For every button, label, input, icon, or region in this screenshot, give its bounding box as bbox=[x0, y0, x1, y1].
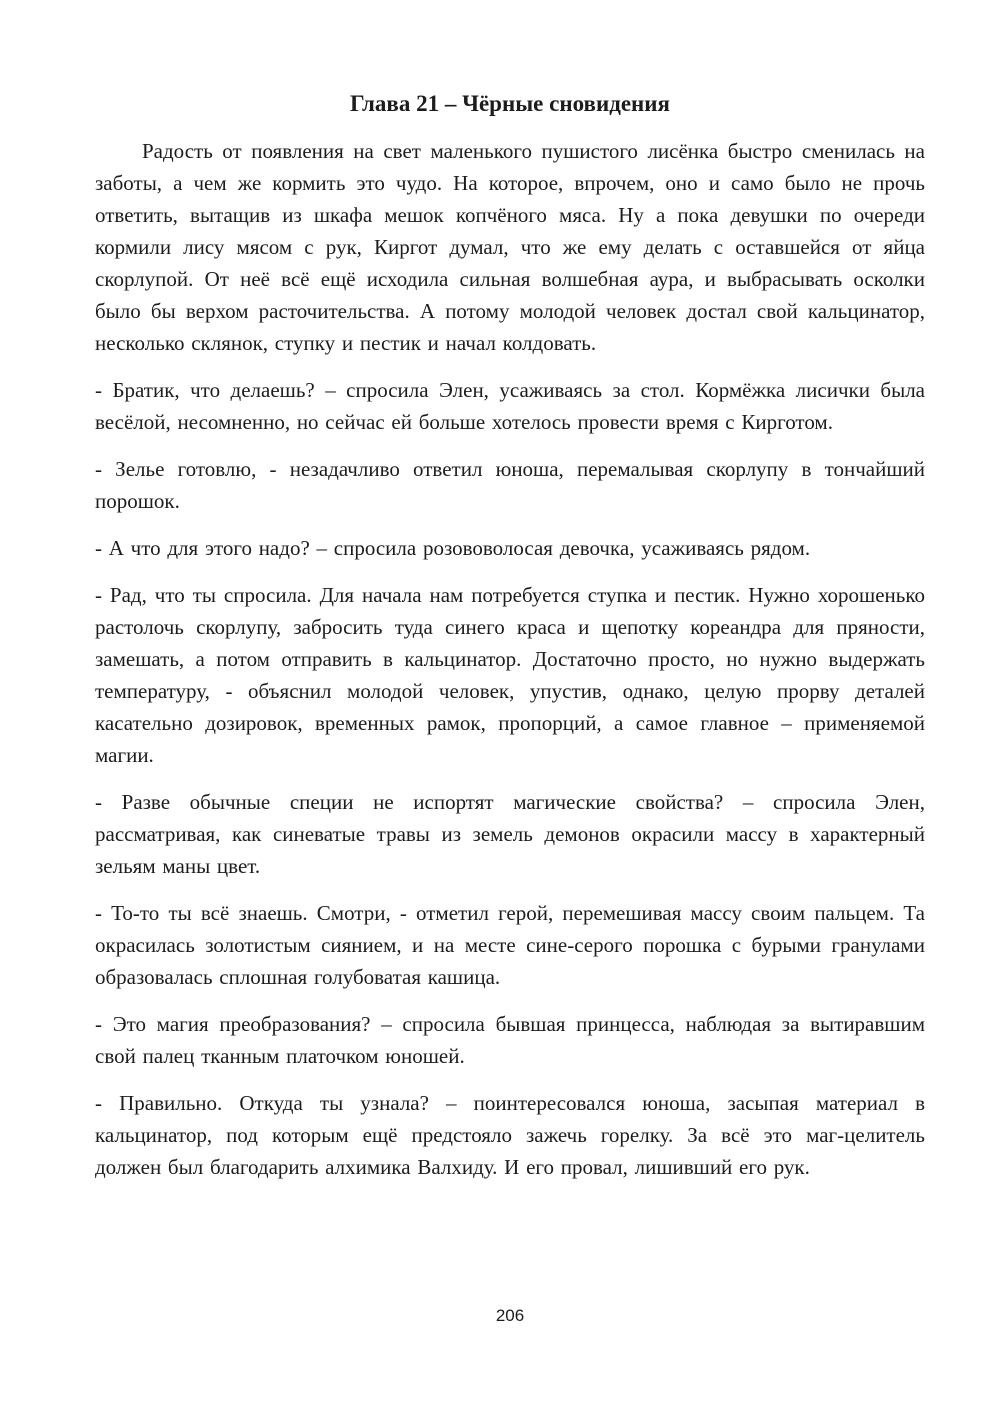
paragraph-8: - Это магия преобразования? – спросила бывшая принцесса, наблюдая за вытиравшим свой палец тканным платочком юношей. bbox=[95, 1012, 925, 1068]
paragraph-6: - Разве обычные специи не испортят магические свойства? – спросила Элен, рассматривая, как синеватые травы из земель демонов окрасили массу в характерный зельям маны цвет. bbox=[95, 790, 925, 878]
paragraph-7: - То-то ты всё знаешь. Смотри, - отметил герой, перемешивая массу своим пальцем. Та окрасилась золотистым сиянием, и на месте сине-серого порошка с бурыми гранулами образовалась сплошная голубоватая кашица. bbox=[95, 901, 925, 989]
text-content bbox=[95, 90, 925, 1198]
page-number: 206 bbox=[495, 1306, 525, 1325]
paragraph-1: Радость от появления на свет маленького пушистого лисёнка быстро сменилась на заботы, а чем же кормить это чудо. На которое, впрочем, оно и само было не прочь ответить, вытащив из шкафа мешок копчёного мяса. Ну а пока девушки по очереди кормили лису мясом с рук, Киргот думал, что же ему делать с оставшейся от яйца скорлупой. От неё всё ещё исходила сильная волшебная аура, и выбрасывать осколки было бы верхом расточительства. А потому молодой человек достал свой кальцинатор, несколько склянок, ступку и пестик и начал колдовать. bbox=[95, 139, 925, 355]
paragraph-4: - А что для этого надо? – спросила розововолосая девочка, усаживаясь рядом. bbox=[95, 536, 811, 560]
paragraph-9: - Правильно. Откуда ты узнала? – поинтересовался юноша, засыпая материал в кальцинатор, под которым ещё предстояло зажечь горелку. За всё это маг-целитель должен был благодарить алхимика Валхиду. И его провал, лишивший его рук. bbox=[95, 1091, 925, 1179]
paragraph-2: - Братик, что делаешь? – спросила Элен, усаживаясь за стол. Кормёжка лисички была весёлой, несомненно, но сейчас ей больше хотелось провести время с Кирготом. bbox=[95, 378, 925, 434]
paragraph-5: - Рад, что ты спросила. Для начала нам потребуется ступка и пестик. Нужно хорошенько растолочь скорлупу, забросить туда синего краса и щепотку кореандра для пряности, замешать, а потом отправить в кальцинатор. Достаточно просто, но нужно выдержать температуру, - объяснил молодой человек, упустив, однако, целую прорву деталей касательно дозировок, временных рамок, пропорций, а самое главное – применяемой магии. bbox=[95, 583, 925, 767]
chapter-title: Глава 21 – Чёрные сновидения bbox=[349, 91, 670, 116]
paragraph-3: - Зелье готовлю, - незадачливо ответил юноша, перемалывая скорлупу в тончайший порошок. bbox=[95, 457, 925, 513]
